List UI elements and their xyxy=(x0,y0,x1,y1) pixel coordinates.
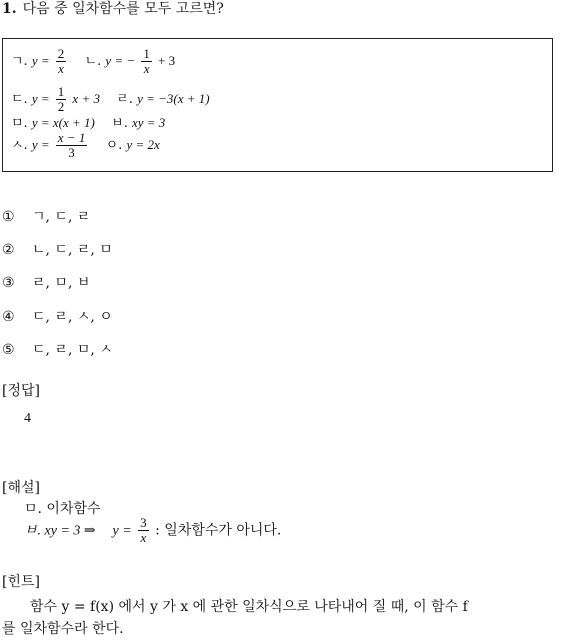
option-digeut-rest: x + 3 xyxy=(72,91,100,106)
choice-2[interactable]: ② ㄴ, ㄷ, ㄹ, ㅁ xyxy=(2,242,113,258)
options-row-4 xyxy=(11,131,160,160)
answer-value: 4 xyxy=(24,411,31,426)
option-giyeok-lhs: y = xyxy=(31,53,50,68)
hint-heading: [힌트] xyxy=(2,574,40,590)
option-nieun-lhs: y = − xyxy=(105,53,136,68)
question xyxy=(2,0,224,18)
answer-heading: [정답] xyxy=(2,383,40,399)
hint-line-2: 를 일차함수라 한다. xyxy=(2,621,124,637)
question-text: 다음 중 일차함수를 모두 고르면? xyxy=(22,1,224,17)
option-digeut-lhs: y = xyxy=(31,91,50,106)
fraction-3-over-x: $\frac{3}{x}$ xyxy=(140,515,147,545)
options-row-3 xyxy=(11,115,165,132)
fraction-1-over-2: $\frac{1}{2}$ xyxy=(57,84,65,114)
fraction-2-over-x: $\frac{2}{x}$ xyxy=(57,46,65,76)
option-rieul-expr: y = −3(x + 1) xyxy=(137,91,210,106)
option-mieum-expr: y = x(x + 1) xyxy=(31,115,95,130)
option-label-rieul: ㄹ. xyxy=(116,92,133,107)
choice-1[interactable]: ① ㄱ, ㄷ, ㄹ xyxy=(2,209,91,225)
fraction-x-minus-1-over-3: $\frac{x - 1}{3}$ xyxy=(57,130,86,160)
question-number: 1. xyxy=(2,1,17,17)
option-ieung-expr: y = 2x xyxy=(126,137,160,152)
option-label-nieun: ㄴ. xyxy=(84,54,102,69)
options-row-1 xyxy=(11,47,175,76)
option-label-mieum: ㅁ. xyxy=(11,116,28,131)
explanation-heading: [해설] xyxy=(2,480,40,496)
option-siot-lhs: y = xyxy=(31,137,50,152)
choice-3[interactable]: ③ ㄹ, ㅁ, ㅂ xyxy=(2,275,91,291)
option-label-ieung: ㅇ. xyxy=(105,138,123,153)
options-box xyxy=(2,38,553,172)
option-label-digeut: ㄷ. xyxy=(11,92,28,107)
option-label-siot: ㅅ. xyxy=(11,138,28,153)
option-label-giyeok: ㄱ. xyxy=(11,54,28,69)
explanation-line-2: ㅂ. xy = 3 ⇒ y = $\frac{3}{x}$ : 일차함수가 아니다. xyxy=(24,515,282,545)
option-label-bieup: ㅂ. xyxy=(111,116,128,131)
explanation-line-1: ㅁ. 이차함수 xyxy=(24,501,101,517)
options-row-2 xyxy=(11,85,210,114)
choice-5[interactable]: ⑤ ㄷ, ㄹ, ㅁ, ㅅ xyxy=(2,342,113,358)
option-bieup-expr: xy = 3 xyxy=(131,115,166,130)
option-nieun-rest: + 3 xyxy=(158,53,176,68)
fraction-1-over-x: $\frac{1}{x}$ xyxy=(143,46,150,76)
choice-4[interactable]: ④ ㄷ, ㄹ, ㅅ, ㅇ xyxy=(2,309,113,325)
hint-line-1: 함수 y = f(x) 에서 y 가 x 에 관한 일차식으로 나타내어 질 때, 이 함수 f xyxy=(30,599,468,615)
